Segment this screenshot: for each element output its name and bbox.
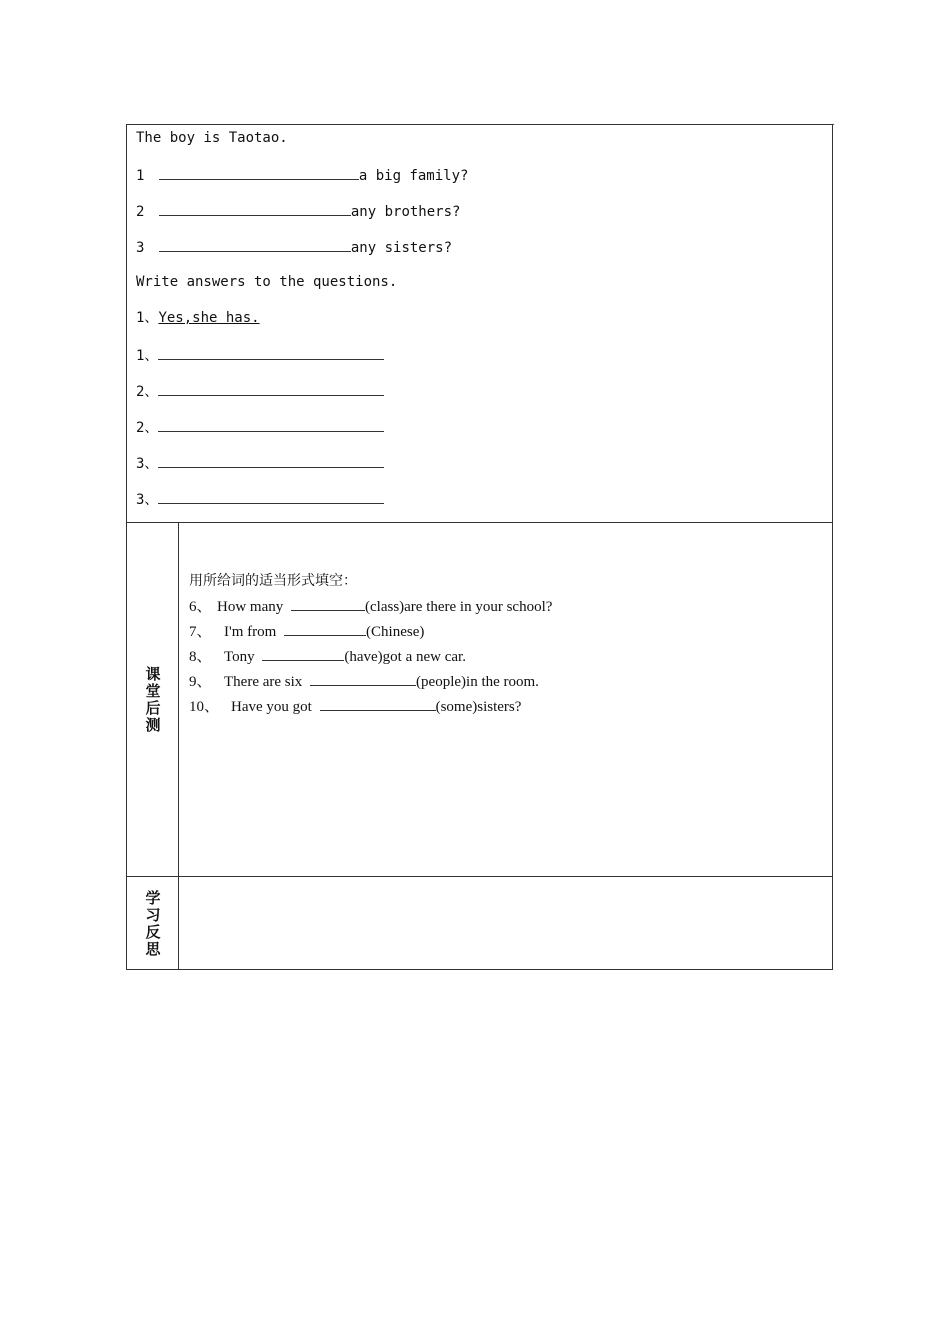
item-text-before: Tony (224, 649, 255, 665)
answers-instruction: Write answers to the questions. (136, 274, 398, 290)
item-blank[interactable] (291, 597, 365, 611)
answer-blank[interactable] (158, 417, 384, 432)
item-number: 9、 (189, 674, 212, 690)
question-1 (136, 165, 468, 185)
answer-line (136, 381, 384, 401)
post-test-label: 课堂后测 (145, 664, 161, 734)
item-blank[interactable] (320, 697, 436, 711)
item-text-after: (have)got a new car. (344, 649, 466, 665)
reflection-input-area[interactable] (180, 878, 830, 968)
answer-number: 1、 (136, 348, 159, 364)
item-text-before: How many (217, 599, 284, 615)
post-test-item-8 (189, 647, 466, 666)
post-test-item-7 (189, 622, 424, 641)
corner-mark: · (832, 120, 836, 131)
post-test-item-10 (189, 697, 521, 716)
question-suffix: a big family? (358, 168, 469, 184)
post-test-instruction: 用所给词的适当形式填空： (189, 573, 357, 589)
answer-blank[interactable] (158, 489, 384, 504)
intro-text: The boy is Taotao. (136, 130, 288, 146)
item-blank[interactable] (262, 647, 344, 661)
item-blank[interactable] (310, 672, 416, 686)
answer-line (136, 453, 384, 473)
item-number: 6、 (189, 599, 212, 615)
example-answer-text: Yes,she has. (158, 310, 260, 326)
answer-blank[interactable] (158, 381, 384, 396)
item-text-after: (Chinese) (366, 624, 425, 640)
example-answer (136, 309, 260, 327)
question-suffix: any brothers? (350, 204, 461, 220)
answer-blank[interactable] (158, 345, 384, 360)
reflection-label: 学习反思 (145, 888, 161, 958)
post-test-item-6 (189, 597, 552, 616)
answer-number: 2、 (136, 384, 159, 400)
item-text-after: (people)in the room. (416, 674, 539, 690)
question-blank[interactable] (159, 165, 359, 180)
answer-number: 3、 (136, 456, 159, 472)
question-suffix: any sisters? (350, 240, 453, 256)
answer-line (136, 489, 384, 509)
question-blank[interactable] (159, 237, 351, 252)
question-blank[interactable] (159, 201, 351, 216)
item-text-before: There are six (224, 674, 303, 690)
item-text-before: I'm from (224, 624, 277, 640)
answer-number: 1、 (136, 310, 159, 326)
reflection-label-cell (127, 877, 179, 970)
item-number: 8、 (189, 649, 212, 665)
section-divider (127, 522, 832, 523)
question-3 (136, 237, 452, 257)
item-blank[interactable] (284, 622, 366, 636)
worksheet-table (126, 124, 833, 970)
question-number: 3 (136, 240, 145, 256)
item-text-before: Have you got (231, 699, 312, 715)
item-text-after: (class)are there in your school? (365, 599, 553, 615)
item-number: 10、 (189, 699, 220, 715)
item-number: 7、 (189, 624, 212, 640)
question-number: 1 (136, 168, 145, 184)
answer-blank[interactable] (158, 453, 384, 468)
question-2 (136, 201, 460, 221)
answer-line (136, 345, 384, 365)
post-test-item-9 (189, 672, 539, 691)
section-divider (127, 876, 832, 877)
item-text-after: (some)sisters? (435, 699, 522, 715)
post-test-label-cell (127, 523, 179, 876)
answer-number: 2、 (136, 420, 159, 436)
question-number: 2 (136, 204, 145, 220)
answer-number: 3、 (136, 492, 159, 508)
answer-line (136, 417, 384, 437)
